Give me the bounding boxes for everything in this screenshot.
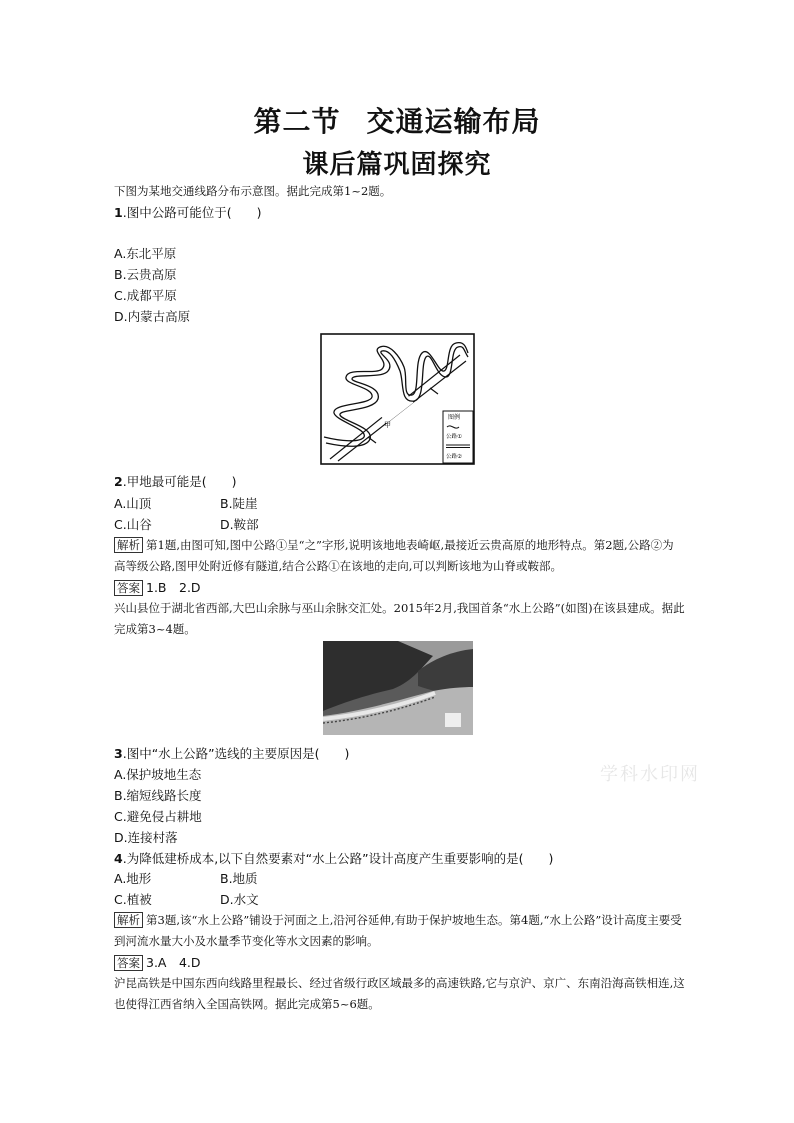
- option-1d: D.内蒙古高原: [114, 309, 191, 324]
- road-map-figure: [320, 333, 475, 465]
- legend-title: 图例: [448, 414, 461, 421]
- page-title: [0, 100, 794, 140]
- question-text: 为降低建桥成本,以下自然要素对“水上公路”设计高度产生重要影响的是( ): [126, 851, 554, 866]
- question-3: [114, 744, 349, 762]
- option-2d: D.鞍部: [220, 517, 259, 532]
- option-2c: C.山谷: [114, 517, 152, 532]
- answer-1: [114, 578, 201, 596]
- question-number: 2: [114, 474, 123, 489]
- watermark: 学科水印网: [600, 764, 700, 785]
- question-period: .: [122, 205, 127, 220]
- question-period: .: [122, 474, 127, 489]
- question-text: 图中“水上公路”选线的主要原因是( ): [126, 746, 350, 761]
- question-2: [114, 472, 236, 490]
- option-3b: B.缩短线路长度: [114, 788, 202, 803]
- question-number: 3: [114, 746, 123, 761]
- question-text: 图中公路可能位于( ): [126, 205, 262, 220]
- explanation-1: [114, 535, 684, 577]
- option-4a: A.地形: [114, 871, 152, 886]
- option-3c: C.避免侵占耕地: [114, 809, 202, 824]
- option-4d: D.水文: [220, 892, 259, 907]
- legend-road-2-label: 公路②: [446, 454, 462, 460]
- question-period: .: [122, 746, 127, 761]
- question-number: 1: [114, 205, 123, 220]
- option-1b: B.云贵高原: [114, 267, 177, 282]
- explanation-text: 第3题,该“水上公路”铺设于河面之上,沿河谷延伸,有助于保护坡地生态。第4题,“水上公路”设计高度主要受到河流水量大小及水量季节变化等水文因素的影响。: [114, 913, 682, 948]
- option-2b: B.陡崖: [220, 496, 258, 511]
- section-number: 第二节: [253, 105, 341, 138]
- option-2a: A.山顶: [114, 496, 152, 511]
- photo-building: [445, 713, 461, 727]
- intro-3: 沪昆高铁是中国东西向线路里程最长、经过省级行政区域最多的高速铁路,它与京沪、京广、东南沿海高铁相连,这也使得江西省纳入全国高铁网。据此完成第5~6题。: [114, 976, 685, 1011]
- place-jia-label: 甲: [384, 421, 391, 429]
- page-subtitle: 课后篇巩固探究: [302, 150, 492, 180]
- answer-text: 1.B 2.D: [146, 580, 201, 595]
- water-road-photo: [323, 641, 473, 735]
- explanation-2: [114, 910, 684, 952]
- section-topic: 交通运输布局: [366, 105, 541, 138]
- option-1a: A.东北平原: [114, 246, 177, 261]
- option-1c: C.成都平原: [114, 288, 177, 303]
- intro-1: 下图为某地交通线路分布示意图。据此完成第1~2题。: [114, 184, 392, 198]
- legend-road-1-label: 公路①: [446, 434, 462, 440]
- answer-tag: 答案: [114, 580, 143, 596]
- question-period: .: [122, 851, 127, 866]
- question-text: 甲地最可能是( ): [126, 474, 237, 489]
- intro-2: 兴山县位于湖北省西部,大巴山余脉与巫山余脉交汇处。2015年2月,我国首条“水上公路”(如图)在该县建成。据此完成第3~4题。: [114, 601, 685, 636]
- question-number: 4: [114, 851, 123, 866]
- explanation-tag: 解析: [114, 537, 143, 553]
- question-1: [114, 203, 261, 221]
- explanation-tag: 解析: [114, 912, 143, 928]
- option-4c: C.植被: [114, 892, 152, 907]
- question-4: [114, 849, 553, 867]
- option-3d: D.连接村落: [114, 830, 178, 845]
- option-3a: A.保护坡地生态: [114, 767, 202, 782]
- explanation-text: 第1题,由图可知,图中公路①呈“之”字形,说明该地地表崎岖,最接近云贵高原的地形特点。第2题,公路②为高等级公路,图甲处附近修有隧道,结合公路①在该地的走向,可以判断该地为山脊或鞍部。: [114, 538, 674, 573]
- answer-text: 3.A 4.D: [146, 955, 201, 970]
- answer-2: [114, 953, 201, 971]
- option-4b: B.地质: [220, 871, 258, 886]
- answer-tag: 答案: [114, 955, 143, 971]
